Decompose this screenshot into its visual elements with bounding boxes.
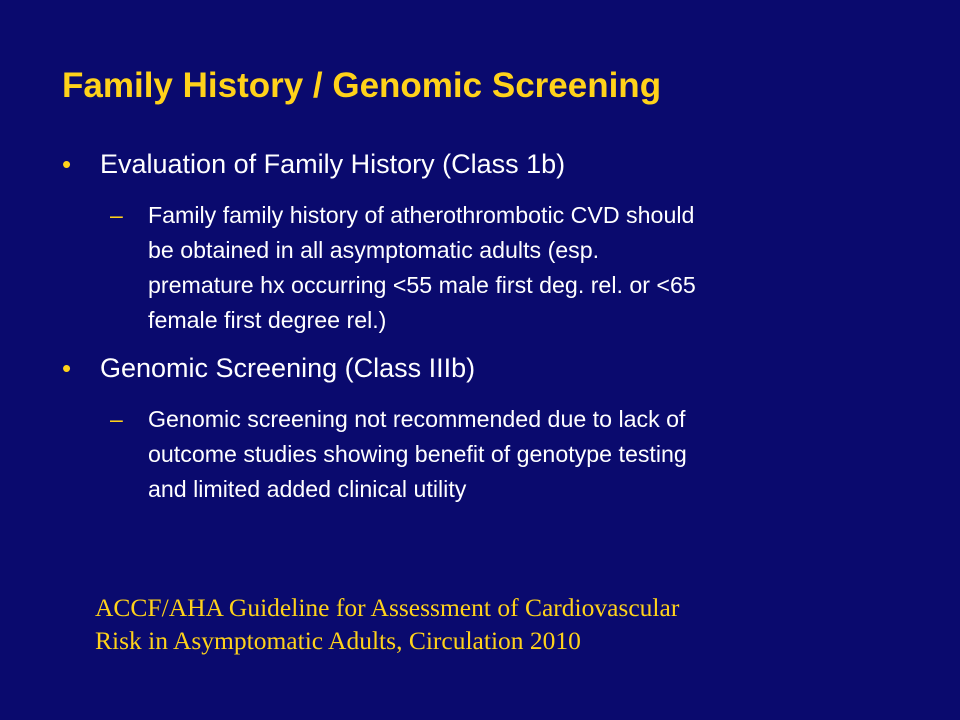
sub-bullet-text — [148, 198, 922, 338]
sub-bullet-line: Genomic screening not recommended due to lack of — [148, 406, 686, 432]
sub-bullet-line: and limited added clinical utility — [148, 476, 467, 502]
citation-line: ACCF/AHA Guideline for Assessment of Cardiovascular — [95, 593, 680, 622]
citation — [95, 591, 875, 657]
bullet-dot-icon: • — [62, 149, 72, 179]
sub-bullet-line: be obtained in all asymptomatic adults (esp. — [148, 237, 600, 263]
bullet-text: Evaluation of Family History (Class 1b) — [100, 149, 566, 179]
bullet-dot-icon: • — [62, 353, 72, 383]
sub-bullet-text — [148, 402, 922, 507]
sub-bullet-genomic-screening — [100, 402, 922, 507]
sub-bullet-line: female first degree rel.) — [148, 307, 387, 333]
bullet-text: Genomic Screening (Class IIIb) — [100, 353, 476, 383]
sub-bullet-line: Family family history of atherothrombotic CVD should — [148, 202, 695, 228]
sub-bullet-line: outcome studies showing benefit of genotype testing — [148, 441, 687, 467]
slide-title: Family History / Genomic Screening — [62, 66, 662, 105]
sub-bullet-line: premature hx occurring <55 male first deg. rel. or <65 — [148, 272, 696, 298]
bullet-family-history — [62, 144, 922, 338]
bullet-list — [62, 144, 922, 507]
bullet-genomic-screening — [62, 348, 922, 507]
dash-icon: – — [110, 202, 123, 228]
dash-icon: – — [110, 406, 123, 432]
citation-line: Risk in Asymptomatic Adults, Circulation 2010 — [95, 626, 581, 655]
sub-bullet-family-history — [100, 198, 922, 338]
